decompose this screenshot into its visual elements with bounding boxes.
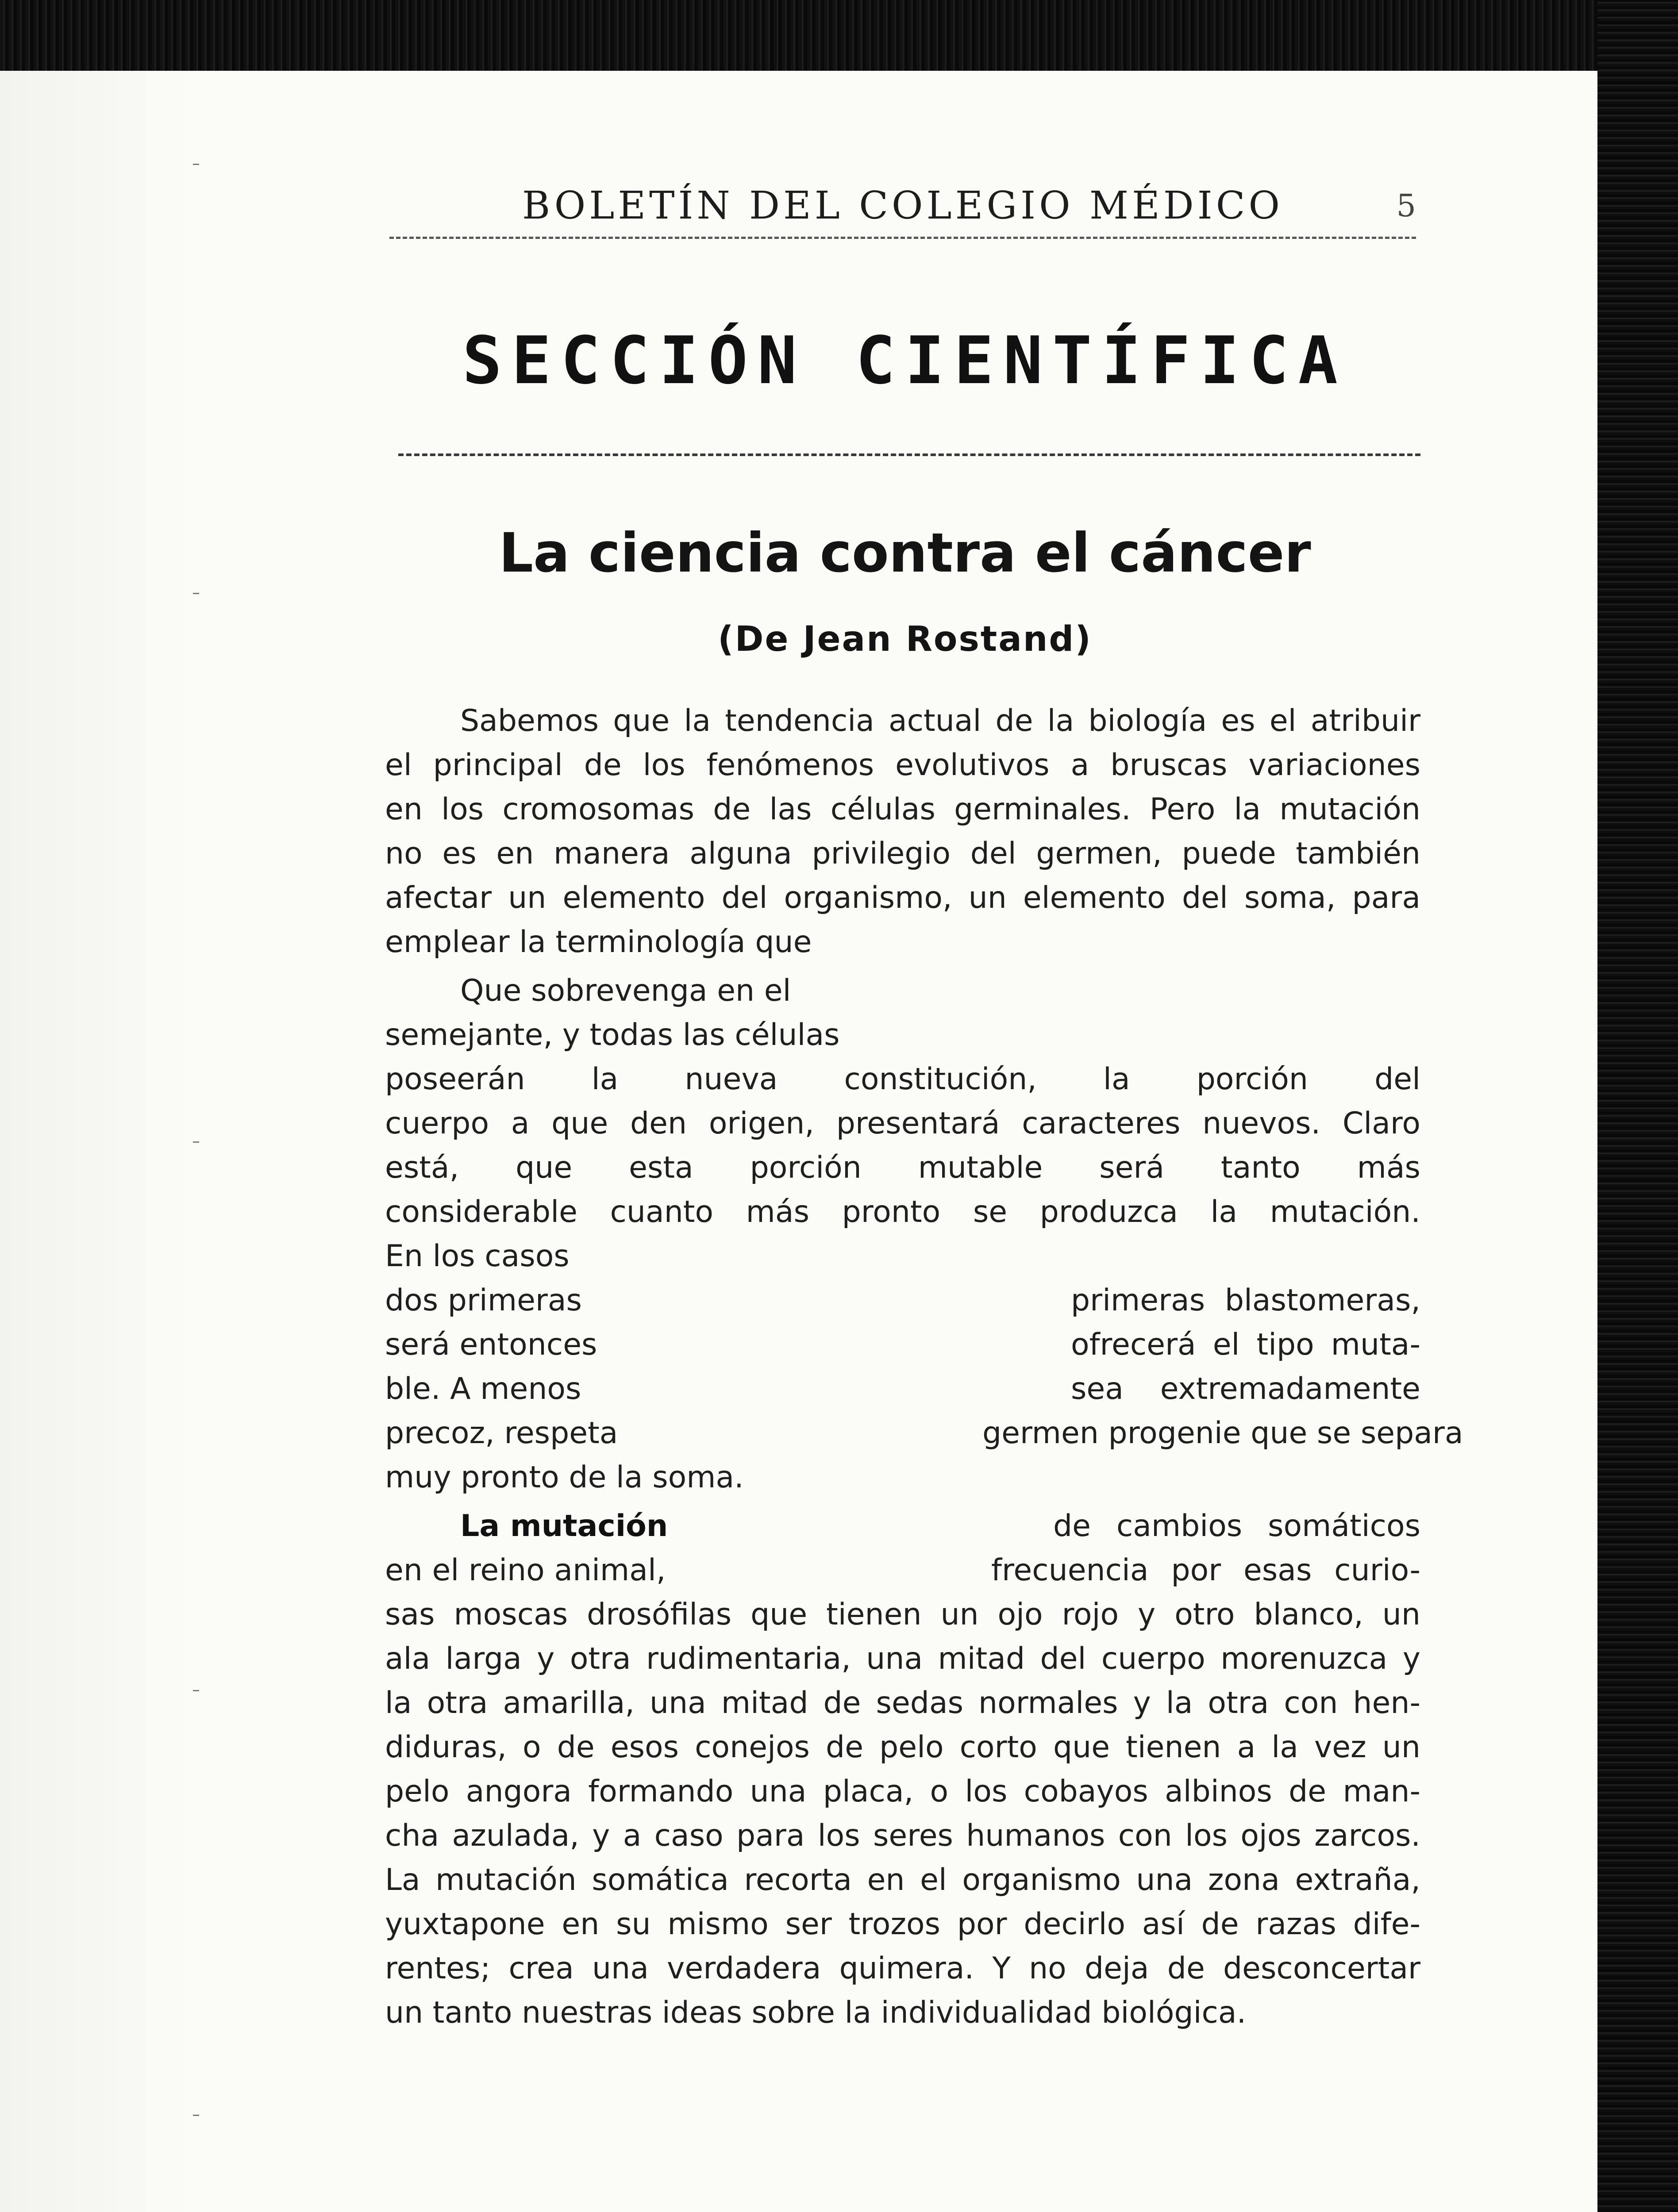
body-line: ble. A menos: [385, 1371, 581, 1406]
body-line: yuxtapone en su mismo ser trozos por decirlo así de razas dife-: [385, 1907, 1420, 1942]
body-line: diduras, o de esos conejos de pelo corto que tienen a la vez un: [385, 1730, 1420, 1765]
body-line: cha azulada, y a caso para los seres humanos con los ojos zarcos.: [385, 1818, 1420, 1853]
body-line: un tanto nuestras ideas sobre la individualidad biológica.: [385, 1995, 1247, 2030]
body-line: En los casos: [385, 1239, 570, 1274]
body-line: ala larga y otra rudimentaria, una mitad del cuerpo morenuzca y: [385, 1641, 1420, 1676]
body-line: poseerán la nueva constitución, la porción del: [385, 1062, 1420, 1097]
body-line: muy pronto de la soma.: [385, 1460, 744, 1495]
body-line: no es en manera alguna privilegio del germen, puede también: [385, 836, 1420, 871]
article-byline: (De Jean Rostand): [718, 619, 1092, 659]
margin-mark: [193, 1141, 199, 1143]
margin-mark: [193, 593, 199, 594]
scan-border-right: [1597, 0, 1678, 2212]
body-line: frecuencia por esas curio-: [991, 1553, 1420, 1588]
scan-border-top: [0, 0, 1678, 71]
body-line: el principal de los fenómenos evolutivos a bruscas variaciones: [385, 748, 1420, 783]
body-line: será entonces: [385, 1327, 597, 1362]
body-line: Que sobrevenga en el: [460, 973, 791, 1008]
body-line: la otra amarilla, una mitad de sedas normales y la otra con hen-: [385, 1686, 1420, 1720]
body-line: dos primeras: [385, 1283, 582, 1318]
body-line: está, que esta porción mutable será tanto más: [385, 1150, 1420, 1185]
article-title: La ciencia contra el cáncer: [499, 522, 1311, 584]
body-line: ofrecerá el tipo muta-: [1071, 1327, 1420, 1362]
body-line: precoz, respeta: [385, 1416, 618, 1451]
body-line: en los cromosomas de las células germinales. Pero la mutación: [385, 792, 1420, 827]
body-line: semejante, y todas las células: [385, 1018, 840, 1052]
page-number: 5: [1396, 188, 1416, 224]
body-line: en el reino animal,: [385, 1553, 666, 1588]
body-line: sas moscas drosófilas que tienen un ojo rojo y otro blanco, un: [385, 1597, 1420, 1632]
running-header: [389, 175, 1416, 239]
body-line: de cambios somáticos: [1053, 1509, 1420, 1544]
body-line: cuerpo a que den origen, presentará caracteres nuevos. Claro: [385, 1106, 1420, 1141]
body-line-bold: [460, 1504, 726, 1548]
body-line: afectar un elemento del organismo, un elemento del soma, para: [385, 880, 1420, 915]
body-line: rentes; crea una verdadera quimera. Y no deja de desconcertar: [385, 1951, 1420, 1986]
emphasis-term: La mutación: [460, 1509, 668, 1544]
section-divider: [398, 453, 1420, 456]
body-line: Sabemos que la tendencia actual de la biología es el atribuir: [460, 703, 1420, 738]
body-line: germen progenie que se separa: [982, 1416, 1463, 1451]
body-line: emplear la terminología que: [385, 925, 812, 960]
body-line: considerable cuanto más pronto se produzca la mutación.: [385, 1194, 1420, 1229]
margin-mark: [193, 164, 199, 165]
margin-mark: [193, 2115, 199, 2116]
margin-mark: [193, 1690, 199, 1691]
journal-title: BOLETÍN DEL COLEGIO MÉDICO: [522, 184, 1284, 228]
body-line: La mutación somática recorta en el organismo una zona extraña,: [385, 1863, 1420, 1897]
body-line: primeras blastomeras,: [1071, 1283, 1420, 1318]
body-line: pelo angora formando una placa, o los cobayos albinos de man-: [385, 1774, 1420, 1809]
body-line: sea extremadamente: [1071, 1371, 1420, 1406]
section-heading: SECCIÓN CIENTÍFICA: [462, 323, 1347, 399]
